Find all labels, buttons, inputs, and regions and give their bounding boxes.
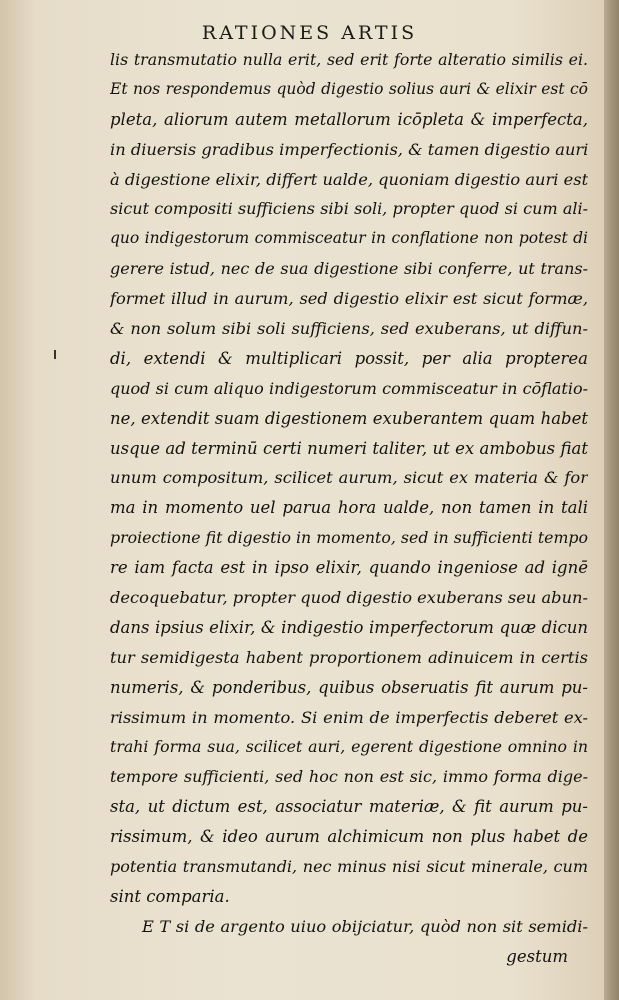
text-line: di, extendi & multiplicari possit, per alia propterea — [110, 348, 588, 368]
text-line: gerere istud, nec de sua digestione sibi conferre, ut trans- — [110, 259, 588, 279]
text-line: rissimum in momento. Si enim de imperfectis deberet ex- — [110, 707, 588, 727]
text-line: formet illud in aurum, sed digestio elixir est sicut formæ, — [110, 289, 588, 309]
text-line: unum compositum, scilicet aurum, sicut ex materia & for — [110, 468, 588, 488]
text-line: tempore sufficienti, sed hoc non est sic, immo forma dige- — [110, 767, 588, 787]
page-edge-gutter — [604, 0, 619, 1000]
running-head: RATIONES ARTIS — [201, 22, 418, 44]
text-line: ma in momento uel parua hora ualde, non tamen in tali — [110, 498, 588, 518]
text-line: tur semidigesta habent proportionem adinuicem in certis — [110, 647, 588, 667]
text-line: à digestione elixir, differt ualde, quoniam digestio auri est — [110, 169, 588, 189]
text-line: pleta, aliorum autem metallorum icōpleta & imperfecta, — [110, 109, 588, 129]
text-line: E T si de argento uiuo obijciatur, quòd non sit semidi- — [142, 916, 588, 936]
text-line: Et nos respondemus quòd digestio solius auri & elixir est cō — [110, 79, 588, 98]
text-line: trahi forma sua, scilicet auri, egerent digestione omnino in — [110, 737, 588, 757]
text-line: sint comparia. — [110, 886, 230, 906]
text-line: decoquebatur, propter quod digestio exuberans seu abun- — [110, 588, 588, 608]
margin-mark — [54, 350, 56, 359]
text-line: re iam facta est in ipso elixir, quando ingeniose ad ignē — [110, 558, 588, 578]
text-line: potentia transmutandi, nec minus nisi sicut minerale, cum — [110, 857, 588, 877]
text-line: proiectione fit digestio in momento, sed in sufficienti tempo — [110, 528, 588, 548]
text-line: sicut compositi sufficiens sibi soli, propter quod si cum ali- — [110, 199, 588, 219]
text-line: & non solum sibi soli sufficiens, sed exuberans, ut diffun- — [110, 319, 588, 339]
text-line: ne, extendit suam digestionem exuberantem quam habet — [110, 408, 588, 428]
text-line: numeris, & ponderibus, quibus obseruatis fit aurum pu- — [110, 677, 588, 697]
text-line: rissimum, & ideo aurum alchimicum non plus habet de — [110, 827, 588, 847]
catchword: gestum — [506, 946, 568, 966]
text-line: in diuersis gradibus imperfectionis, & tamen digestio auri — [110, 139, 588, 159]
text-line: dans ipsius elixir, & indigestio imperfectorum quæ dicun — [110, 617, 588, 637]
text-line: lis transmutatio nulla erit, sed erit forte alteratio similis ei. — [110, 50, 588, 69]
body-text — [110, 45, 588, 972]
text-line: quod si cum aliquo indigestorum commisceatur in cōflatio- — [110, 378, 588, 398]
text-line: quo indigestorum commisceatur in conflatione non potest di — [110, 229, 588, 248]
text-line: sta, ut dictum est, associatur materiæ, & fit aurum pu- — [110, 797, 588, 817]
text-line: usque ad terminū certi numeri taliter, ut ex ambobus fiat — [110, 438, 588, 458]
